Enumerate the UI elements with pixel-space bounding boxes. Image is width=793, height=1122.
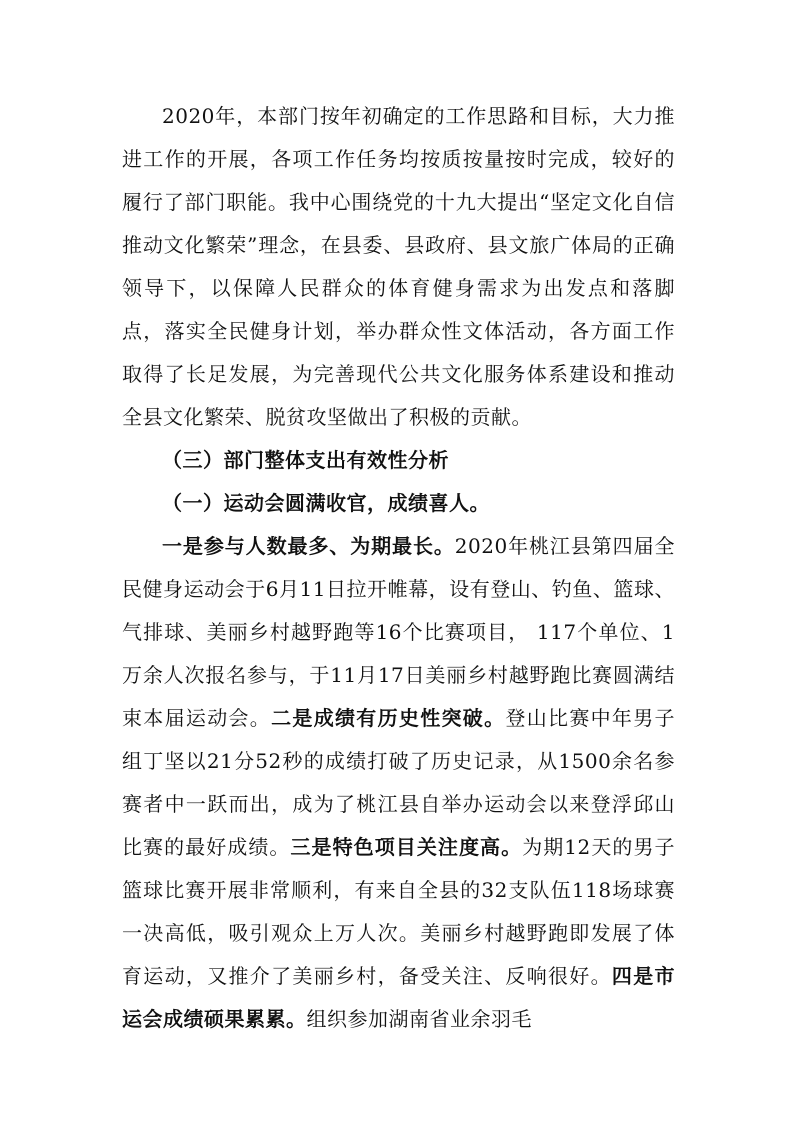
sports-meet-paragraph xyxy=(122,525,675,1041)
point1-title: 一是参与人数最多、为期最长。 xyxy=(162,534,455,558)
point4-title: 四是市运会成绩硕果累累。 xyxy=(122,964,676,1031)
point4-text: 组织参加湖南省业余羽毛 xyxy=(306,1007,532,1031)
point3-text: 为期12天的男子篮球比赛开展非常顺利，有来自全县的32支队伍118场球赛一决高低，吸引观众上万人次。美丽乡村越野跑即发展了体育运动，又推介了美丽乡村，备受关注、反响很好。 xyxy=(122,835,676,988)
section-heading: （三）部门整体支出有效性分析 xyxy=(162,448,449,472)
document-page xyxy=(122,95,675,1041)
point1-text: 2020年桃江县第四届全民健身运动会于6月11日拉开帷幕，设有登山、钓鱼、篮球、气排球、美丽乡村越野跑等16个比赛项目， 117个单位、1万余人次报名参与，于11月17日美丽乡村越野跑比赛圆满结束本届运动会。 xyxy=(122,534,676,730)
point2-title: 二是成绩有历史性突破。 xyxy=(271,706,506,730)
intro-paragraph: 2020年，本部门按年初确定的工作思路和目标，大力推进工作的开展，各项工作任务均按质按量按时完成，较好的履行了部门职能。我中心围绕党的十九大提出“坚定文化自信 推动文化繁荣”理念，在县委、县政府、县文旅广体局的正确领导下，以保障人民群众的体育健身需求为出发点和落脚点，落实全民健身计划，举办群众性文体活动，各方面工作取得了长足发展，为完善现代公共文化服务体系建设和推动全县文化繁荣、脱贫攻坚做出了积极的贡献。 xyxy=(122,104,675,429)
point2-text: 登山比赛中年男子组丁坚以21分52秒的成绩打破了历史记录，从1500余名参赛者中一跃而出，成为了桃江县自举办运动会以来登浮邱山比赛的最好成绩。 xyxy=(122,706,676,859)
point3-title: 三是特色项目关注度高。 xyxy=(290,835,523,859)
subsection-heading: （一）运动会圆满收官，成绩喜人。 xyxy=(162,491,490,515)
